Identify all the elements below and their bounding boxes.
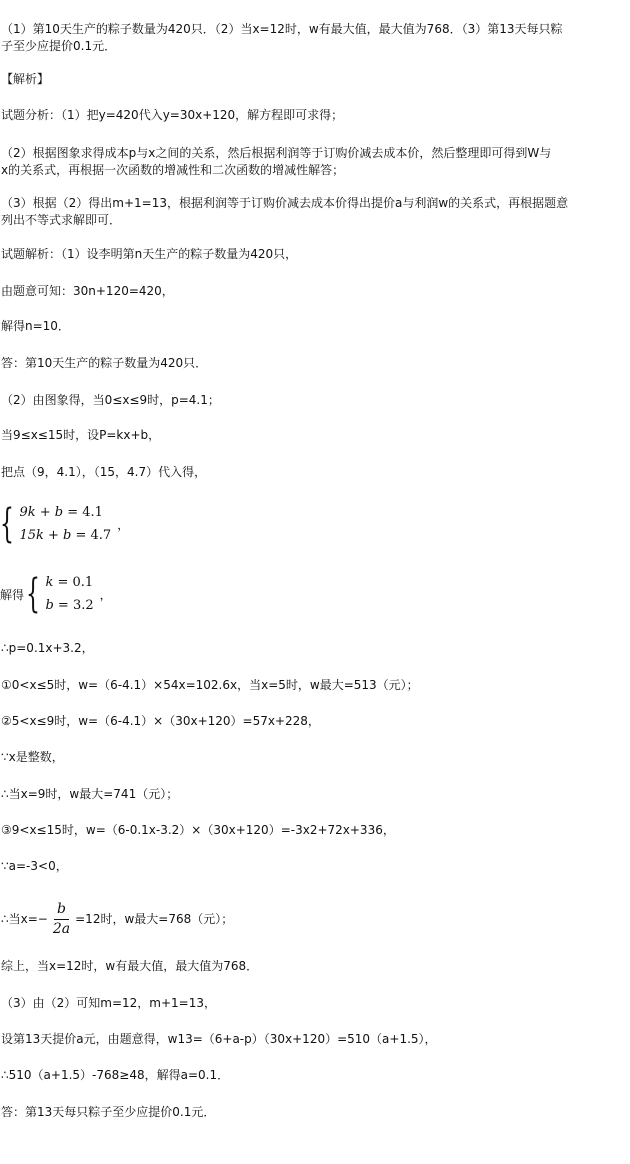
answer-line-2: 子至少应提价0.1元．	[1, 39, 117, 53]
equation: k = 0.1	[45, 575, 94, 590]
fraction-numerator: b	[54, 900, 69, 920]
solution-line: ∵a=-3<0，	[1, 859, 68, 873]
solution-line: ∴510（a+1.5）-768≥48，解得a=0.1．	[1, 1068, 230, 1082]
solution-line-fraction	[1, 900, 233, 939]
solution-line: （3）由（2）可知m=12，m+1=13，	[1, 996, 216, 1010]
solution-line: 综上，当x=12时，w有最大值，最大值为768．	[1, 959, 259, 973]
punctuation: ，	[99, 587, 112, 602]
solution-line: ∵x是整数，	[1, 750, 64, 764]
analysis-part-1: 试题分析：（1）把y=420代入y=30x+120，解方程即可求得；	[1, 108, 344, 122]
solution-line: 把点（9，4.1），（15，4.7）代入得，	[1, 465, 207, 479]
equation: 15k + b = 4.7	[19, 528, 112, 543]
solution-line: 试题解析：（1）设李明第n天生产的粽子数量为420只，	[1, 247, 298, 261]
equation: b = 3.2	[45, 598, 94, 613]
analysis-part-3-line-2: 列出不等式求解即可．	[1, 213, 122, 227]
text: ∴当x=−	[1, 912, 48, 926]
solution-line: 答：第10天生产的粽子数量为420只．	[1, 356, 208, 370]
left-brace-icon: {	[26, 571, 41, 617]
punctuation: ，	[117, 517, 130, 532]
left-brace-icon: {	[0, 501, 14, 547]
fraction	[50, 900, 73, 939]
equation-system-2	[0, 571, 112, 617]
analysis-header: 【解析】	[1, 72, 50, 86]
solution-line: ①0<x≤5时，w=（6-4.1）×54x=102.6x，当x=5时，w最大=513（元）；	[1, 678, 419, 692]
solution-line: 答：第13天每只粽子至少应提价0.1元．	[1, 1105, 216, 1119]
solution-line: 由题意可知：30n+120=420，	[1, 284, 174, 298]
fraction-denominator: 2a	[52, 921, 71, 937]
solution-line: 当9≤x≤15时，设P=kx+b，	[1, 428, 161, 442]
solution-line: 解得n=10．	[1, 319, 70, 333]
solution-prefix: 解得	[0, 587, 25, 602]
text: =12时，w最大=768（元）；	[75, 912, 234, 926]
solution-line: （2）由图象得，当0≤x≤9时，p=4.1；	[1, 393, 220, 407]
solution-line: ∴当x=9时，w最大=741（元）；	[1, 787, 179, 801]
equation: 9k + b = 4.1	[19, 505, 103, 520]
analysis-part-3-line-1: （3）根据（2）得出m+1=13，根据利润等于订购价减去成本价得出提价a与利润w的关系式，再根据题意	[1, 196, 569, 210]
equation-system-1	[0, 501, 129, 547]
solution-line: ∴p=0.1x+3.2，	[1, 641, 94, 655]
solution-line: ②5<x≤9时，w=（6-4.1）×（30x+120）=57x+228，	[1, 714, 320, 728]
answer-line-1: （1）第10天生产的粽子数量为420只．（2）当x=12时，w有最大值，最大值为768．（3）第13天每只粽	[1, 22, 563, 36]
solution-line: 设第13天提价a元，由题意得，w13=（6+a-p）（30x+120）=510（a+1.5），	[1, 1032, 437, 1046]
analysis-part-2-line-1: （2）根据图象求得成本p与x之间的关系，然后根据利润等于订购价减去成本价，然后整理即可得到W与	[1, 146, 552, 160]
solution-line: ③9<x≤15时，w=（6-0.1x-3.2）×（30x+120）=-3x2+72x+336，	[1, 823, 395, 837]
analysis-part-2-line-2: x的关系式，再根据一次函数的增减性和二次函数的增减性解答；	[1, 163, 345, 177]
